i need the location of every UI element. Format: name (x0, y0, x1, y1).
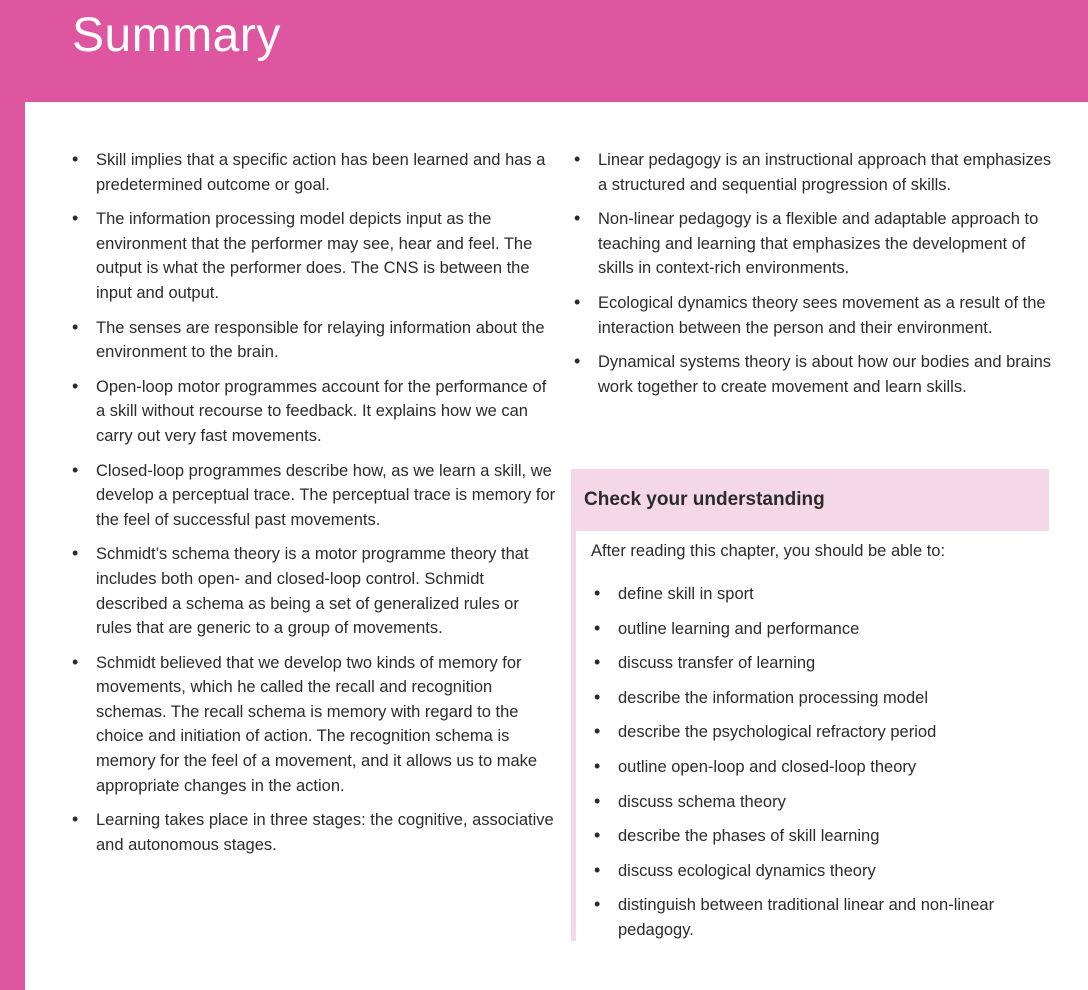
objective-item: • describe the psychological refractory period (592, 720, 1042, 745)
check-understanding-header (571, 469, 1049, 531)
objective-item: • define skill in sport (592, 582, 1042, 607)
side-accent-strip (0, 102, 25, 990)
summary-item: • Schmidt believed that we develop two kinds of memory for movements, which he called the recall and recognition schemas. The recall schema is memory with regard to the choice and initiation of action. The recognition schema is memory for the feel of a movement, and it allows us to make appropriate changes in the action. (70, 651, 558, 799)
objective-item: • outline open-loop and closed-loop theory (592, 755, 1042, 780)
summary-item: • Dynamical systems theory is about how our bodies and brains work together to create movement and learn skills. (572, 350, 1058, 399)
summary-item: • Linear pedagogy is an instructional approach that emphasizes a structured and sequential progression of skills. (572, 148, 1058, 197)
objective-item: • distinguish between traditional linear and non-linear pedagogy. (592, 893, 1042, 942)
objective-item: • describe the information processing model (592, 686, 1042, 711)
header-banner (0, 0, 1088, 102)
check-understanding-intro: After reading this chapter, you should be able to: (591, 542, 946, 560)
summary-item: • Open-loop motor programmes account for the performance of a skill without recourse to feedback. It explains how we can carry out very fast movements. (70, 375, 558, 449)
summary-item: • Ecological dynamics theory sees movement as a result of the interaction between the person and their environment. (572, 291, 1058, 340)
objectives-list (592, 582, 1042, 953)
objective-item: • discuss ecological dynamics theory (592, 859, 1042, 884)
objective-item: • describe the phases of skill learning (592, 824, 1042, 849)
summary-right-column (572, 148, 1058, 409)
summary-item: • Learning takes place in three stages: the cognitive, associative and autonomous stages. (70, 808, 558, 857)
summary-left-column (70, 148, 558, 867)
summary-list-left (70, 148, 558, 857)
summary-item: • Skill implies that a specific action has been learned and has a predetermined outcome or goal. (70, 148, 558, 197)
summary-item: • Non-linear pedagogy is a flexible and adaptable approach to teaching and learning that emphasizes the development of skills in context-rich environments. (572, 207, 1058, 281)
summary-item: • The information processing model depicts input as the environment that the performer may see, hear and feel. The output is what the performer does. The CNS is between the input and output. (70, 207, 558, 305)
summary-list-right (572, 148, 1058, 399)
objective-item: • discuss transfer of learning (592, 651, 1042, 676)
check-understanding-box (571, 469, 1049, 941)
summary-item: • Closed-loop programmes describe how, as we learn a skill, we develop a perceptual trace. The perceptual trace is memory for the feel of successful past movements. (70, 459, 558, 533)
page-title: Summary (72, 9, 281, 62)
objective-item: • outline learning and performance (592, 617, 1042, 642)
summary-item: • Schmidt’s schema theory is a motor programme theory that includes both open- and closed-loop control. Schmidt described a schema as being a set of generalized rules or rules that are generic to a group of movements. (70, 542, 558, 640)
box-left-rule (571, 469, 576, 941)
summary-item: • The senses are responsible for relaying information about the environment to the brain. (70, 316, 558, 365)
objective-item: • discuss schema theory (592, 790, 1042, 815)
check-understanding-title: Check your understanding (584, 489, 825, 510)
